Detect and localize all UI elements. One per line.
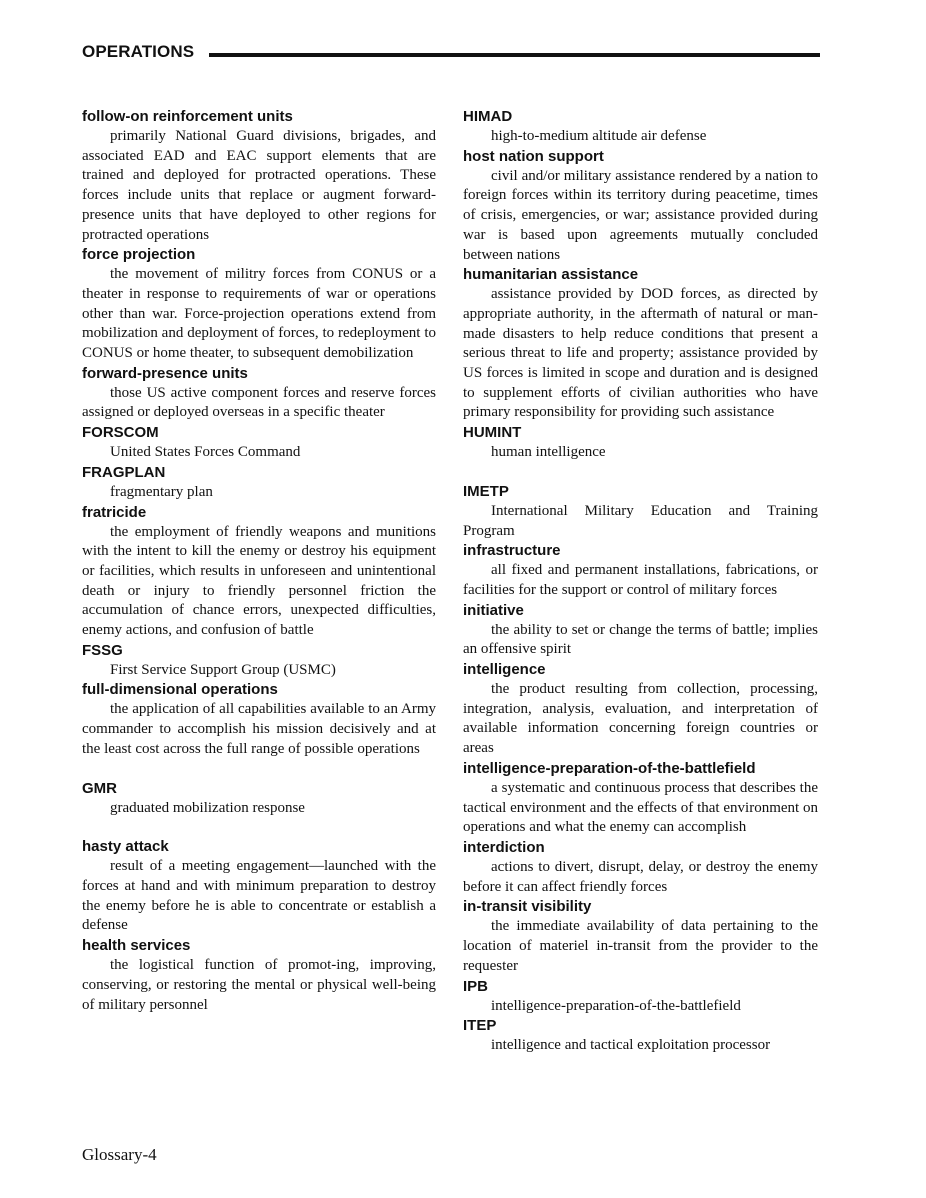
glossary-term: full-dimensional operations xyxy=(82,681,278,699)
glossary-term: IMETP xyxy=(463,482,509,500)
glossary-term: follow-on reinforcement units xyxy=(82,108,293,125)
glossary-entry xyxy=(463,147,818,266)
glossary-entry xyxy=(463,541,818,600)
glossary-entry xyxy=(463,601,818,660)
glossary-entry xyxy=(82,423,436,463)
glossary-definition: First Service Support Group (USMC) xyxy=(110,661,336,678)
glossary-entry xyxy=(463,1016,818,1056)
glossary-definition: actions to divert, disrupt, delay, or destroy the enemy before it can affect friendly forces xyxy=(463,858,818,895)
glossary-entry xyxy=(82,779,436,819)
glossary-term: forward-presence units xyxy=(82,364,248,382)
glossary-definition: the movement of militry forces from CONUS or a theater in response to requirements of war or operations other than war. Force-projection operations extend from mobilization and deployment of forces, to redeployment to CONUS or home theater, to subsequent demobilization xyxy=(82,266,436,362)
glossary-term: intelligence-preparation-of-the-battlefield xyxy=(463,759,756,777)
glossary-term: intelligence xyxy=(463,661,546,679)
glossary-definition: International Military Education and Training Program xyxy=(463,502,818,539)
glossary-term: FRAGPLAN xyxy=(82,463,166,481)
glossary-term: hasty attack xyxy=(82,838,169,856)
glossary-term: ITEP xyxy=(463,1017,497,1035)
glossary-definition: primarily National Guard divisions, brigades, and associated EAD and EAC support elements that are trained and deployed for protracted operations. These forces include units that replace or augment forward-presence units that have deployed to other regions for protracted operations xyxy=(82,128,436,243)
glossary-entry xyxy=(82,463,436,503)
page-header xyxy=(82,41,820,63)
glossary-term: HUMINT xyxy=(463,424,522,442)
glossary-definition: the employment of friendly weapons and munitions with the intent to kill the enemy or destroy his equipment or facilities, which results in unforeseen and unintentional death or injury to friendly personnel friction the accumulation of chance errors, unexpected difficulties, enemy actions, and confusion of battle xyxy=(82,523,436,639)
glossary-definition: intelligence and tactical exploitation processor xyxy=(491,1037,771,1054)
glossary-entry xyxy=(82,245,436,364)
glossary-entry xyxy=(463,107,818,147)
header-rule xyxy=(209,53,820,57)
glossary-entry xyxy=(82,107,436,245)
glossary-definition: the immediate availability of data pertaining to the location of materiel in-transit from the provider to the requester xyxy=(463,918,818,974)
glossary-definition: civil and/or military assistance rendered by a nation to foreign forces within its territory during peacetime, times of crisis, emergencies, or war; assistance provided during war is based upon agreements mutually concluded between nations xyxy=(463,167,818,263)
glossary-definition: the logistical function of promot-ing, improving, conserving, or restoring the mental or physical well-being of military personnel xyxy=(82,957,436,1013)
glossary-entry xyxy=(82,680,436,759)
section-gap xyxy=(82,760,436,779)
glossary-definition: fragmentary plan xyxy=(110,483,213,500)
glossary-definition: the application of all capabilities available to an Army commander to accomplish his mission decisively and at the least cost across the full range of possible operations xyxy=(82,701,436,757)
glossary-term: force projection xyxy=(82,246,196,264)
glossary-definition: result of a meeting engagement—launched with the forces at hand and with minimum preparation to destroy the enemy before he is able to concentrate or establish a defense xyxy=(82,858,436,934)
glossary-entry xyxy=(82,837,436,936)
glossary-entry xyxy=(82,364,436,423)
glossary-term: humanitarian assistance xyxy=(463,266,639,284)
glossary-definition: the product resulting from collection, processing, integration, analysis, evaluation, and interpretation of available information concerning foreign countries or areas xyxy=(463,681,818,757)
left-column xyxy=(82,107,436,1015)
glossary-definition: a systematic and continuous process that describes the tactical environment and the effects of that environment on operations and what the enemy can accomplish xyxy=(463,779,818,836)
section-gap xyxy=(463,463,818,482)
glossary-term: HIMAD xyxy=(463,108,513,125)
glossary-definition: graduated mobilization response xyxy=(110,799,305,816)
glossary-term: infrastructure xyxy=(463,542,561,560)
glossary-definition: United States Forces Command xyxy=(110,444,301,461)
glossary-term: GMR xyxy=(82,779,117,797)
glossary-term: interdiction xyxy=(463,838,545,856)
section-gap xyxy=(82,818,436,837)
glossary-entry xyxy=(463,897,818,976)
glossary-entry xyxy=(82,641,436,681)
glossary-definition: intelligence-preparation-of-the-battlefield xyxy=(491,997,741,1014)
glossary-definition: human intelligence xyxy=(491,444,606,461)
glossary-definition: all fixed and permanent installations, fabrications, or facilities for the support or control of military forces xyxy=(463,562,818,598)
glossary-entry xyxy=(463,838,818,897)
right-column xyxy=(463,107,818,1056)
glossary-entry xyxy=(463,759,818,838)
glossary-term: FORSCOM xyxy=(82,424,159,442)
glossary-entry xyxy=(463,265,818,423)
glossary-definition: high-to-medium altitude air defense xyxy=(491,128,707,144)
glossary-definition: the ability to set or change the terms of battle; implies an offensive spirit xyxy=(463,621,818,658)
glossary-term: initiative xyxy=(463,601,524,619)
glossary-term: host nation support xyxy=(463,147,604,165)
glossary-term: FSSG xyxy=(82,641,123,659)
glossary-definition: assistance provided by DOD forces, as directed by appropriate authority, in the aftermath of natural or man-made disasters to help reduce conditions that present a serious threat to life and property; assistance provided by US forces is limited in scope and duration and is designed to supplement efforts of civilian authorities who have primary responsibility for providing such assistance xyxy=(463,286,818,421)
glossary-term: fratricide xyxy=(82,503,147,521)
glossary-entry xyxy=(463,660,818,759)
page-number: Glossary-4 xyxy=(82,1145,157,1164)
glossary-entry xyxy=(82,503,436,641)
glossary-term: in-transit visibility xyxy=(463,898,592,916)
glossary-definition: those US active component forces and reserve forces assigned or deployed overseas in a specific theater xyxy=(82,384,436,421)
glossary-term: health services xyxy=(82,937,191,955)
glossary-term: IPB xyxy=(463,977,489,995)
glossary-entry xyxy=(82,936,436,1015)
glossary-entry xyxy=(463,482,818,541)
page-title: OPERATIONS xyxy=(82,42,195,61)
glossary-entry xyxy=(463,423,818,463)
glossary-entry xyxy=(463,977,818,1017)
